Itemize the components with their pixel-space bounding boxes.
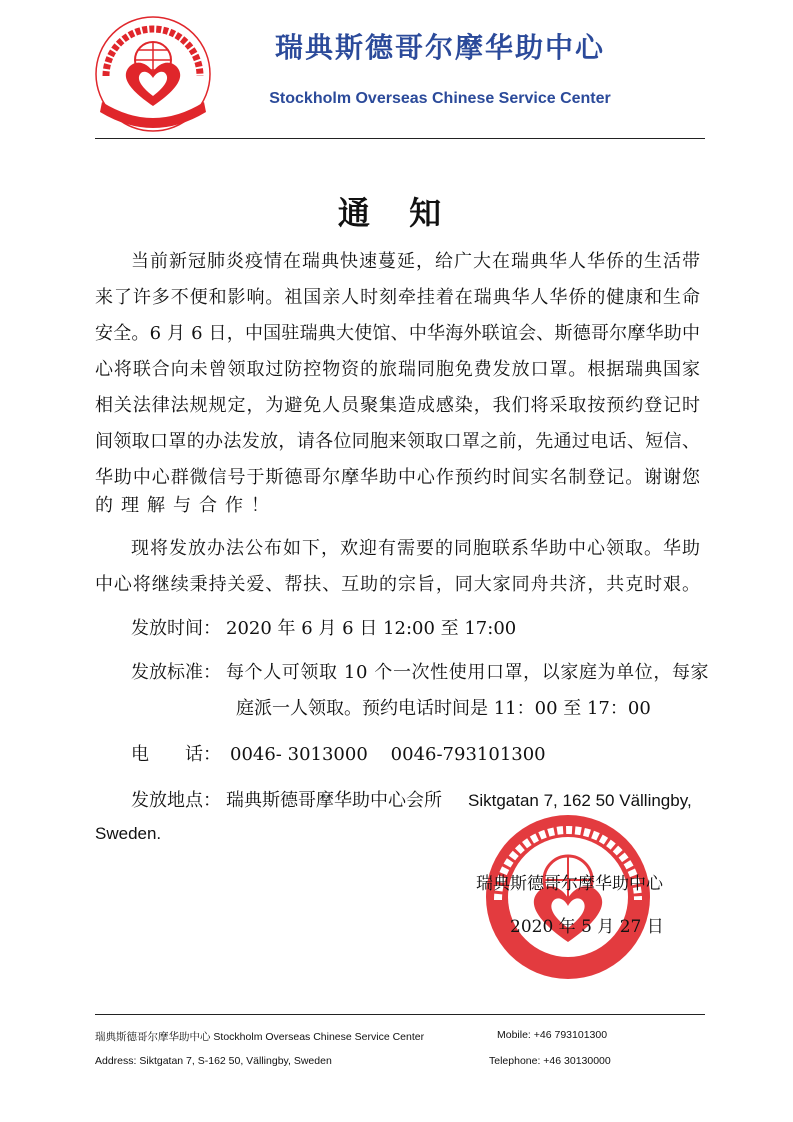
footer-mobile: Mobile: +46 793101300 xyxy=(497,1029,608,1041)
footer-divider xyxy=(95,1014,705,1015)
para1-line: 的理解与合作！ xyxy=(95,495,277,516)
organization-logo xyxy=(88,14,218,138)
signature-organization: 瑞典斯德哥尔摩华助中心 xyxy=(476,874,663,894)
signature-date: 2020 年 5 月 27 日 xyxy=(510,917,664,937)
para1-line: 当前新冠肺炎疫情在瑞典快速蔓延，给广大在瑞典华人华侨的生活带 xyxy=(131,251,700,272)
standard-line1: 每个人可领取 10 个一次性使用口罩，以家庭为单位，每家 xyxy=(226,662,710,683)
time-label: 发放时间： xyxy=(131,618,221,639)
para1-line: 安全。6 月 6 日，中国驻瑞典大使馆、中华海外联谊会、斯德哥尔摩华助中 xyxy=(95,323,700,344)
para2-line: 现将发放办法公布如下，欢迎有需要的同胞联系华助中心领取。华助 xyxy=(131,538,700,559)
place-label: 发放地点： xyxy=(131,790,221,811)
footer-telephone: Telephone: +46 30130000 xyxy=(489,1055,611,1067)
para1-line: 间领取口罩的办法发放，请各位同胞来领取口罩之前，先通过电话、短信、 xyxy=(95,431,700,452)
notice-title: 通 知 xyxy=(337,194,456,232)
para1-line: 来了许多不便和影响。祖国亲人时刻牵挂着在瑞典华人华侨的健康和生命 xyxy=(95,287,700,308)
header-divider xyxy=(95,138,705,139)
place-address: Siktgatan 7, 162 50 Vällingby, xyxy=(468,791,692,810)
para1-line: 华助中心群微信号于斯德哥尔摩华助中心作预约时间实名制登记。谢谢您 xyxy=(95,467,700,488)
standard-line2: 庭派一人领取。预约电话时间是 11：00 至 17：00 xyxy=(236,698,651,719)
official-seal xyxy=(478,812,658,982)
phone-value: 0046- 3013000 0046-793101300 xyxy=(230,744,546,765)
para1-line: 相关法律法规规定，为避免人员聚集造成感染，我们将采取按预约登记时 xyxy=(95,395,700,416)
place-name: 瑞典斯德哥摩华助中心会所 xyxy=(226,790,442,811)
place-country: Sweden. xyxy=(95,824,162,843)
standard-label: 发放标准： xyxy=(131,662,221,683)
footer-address: Address: Siktgatan 7, S-162 50, Vällingby, Sweden xyxy=(95,1055,332,1067)
para1-line: 心将联合向未曾领取过防控物资的旅瑞同胞免费发放口罩。根据瑞典国家 xyxy=(95,359,700,380)
footer-organization: 瑞典斯德哥尔摩华助中心 Stockholm Overseas Chinese Service Center xyxy=(95,1031,425,1043)
para2-line: 中心将继续秉持关爱、帮扶、互助的宗旨，同大家同舟共济，共克时艰。 xyxy=(95,574,700,595)
organization-title: 瑞典斯德哥尔摩华助中心 xyxy=(274,31,605,64)
time-value: 2020 年 6 月 6 日 12:00 至 17:00 xyxy=(226,618,517,639)
organization-subtitle: Stockholm Overseas Chinese Service Center xyxy=(269,90,611,107)
phone-label: 电 话： xyxy=(131,744,221,765)
